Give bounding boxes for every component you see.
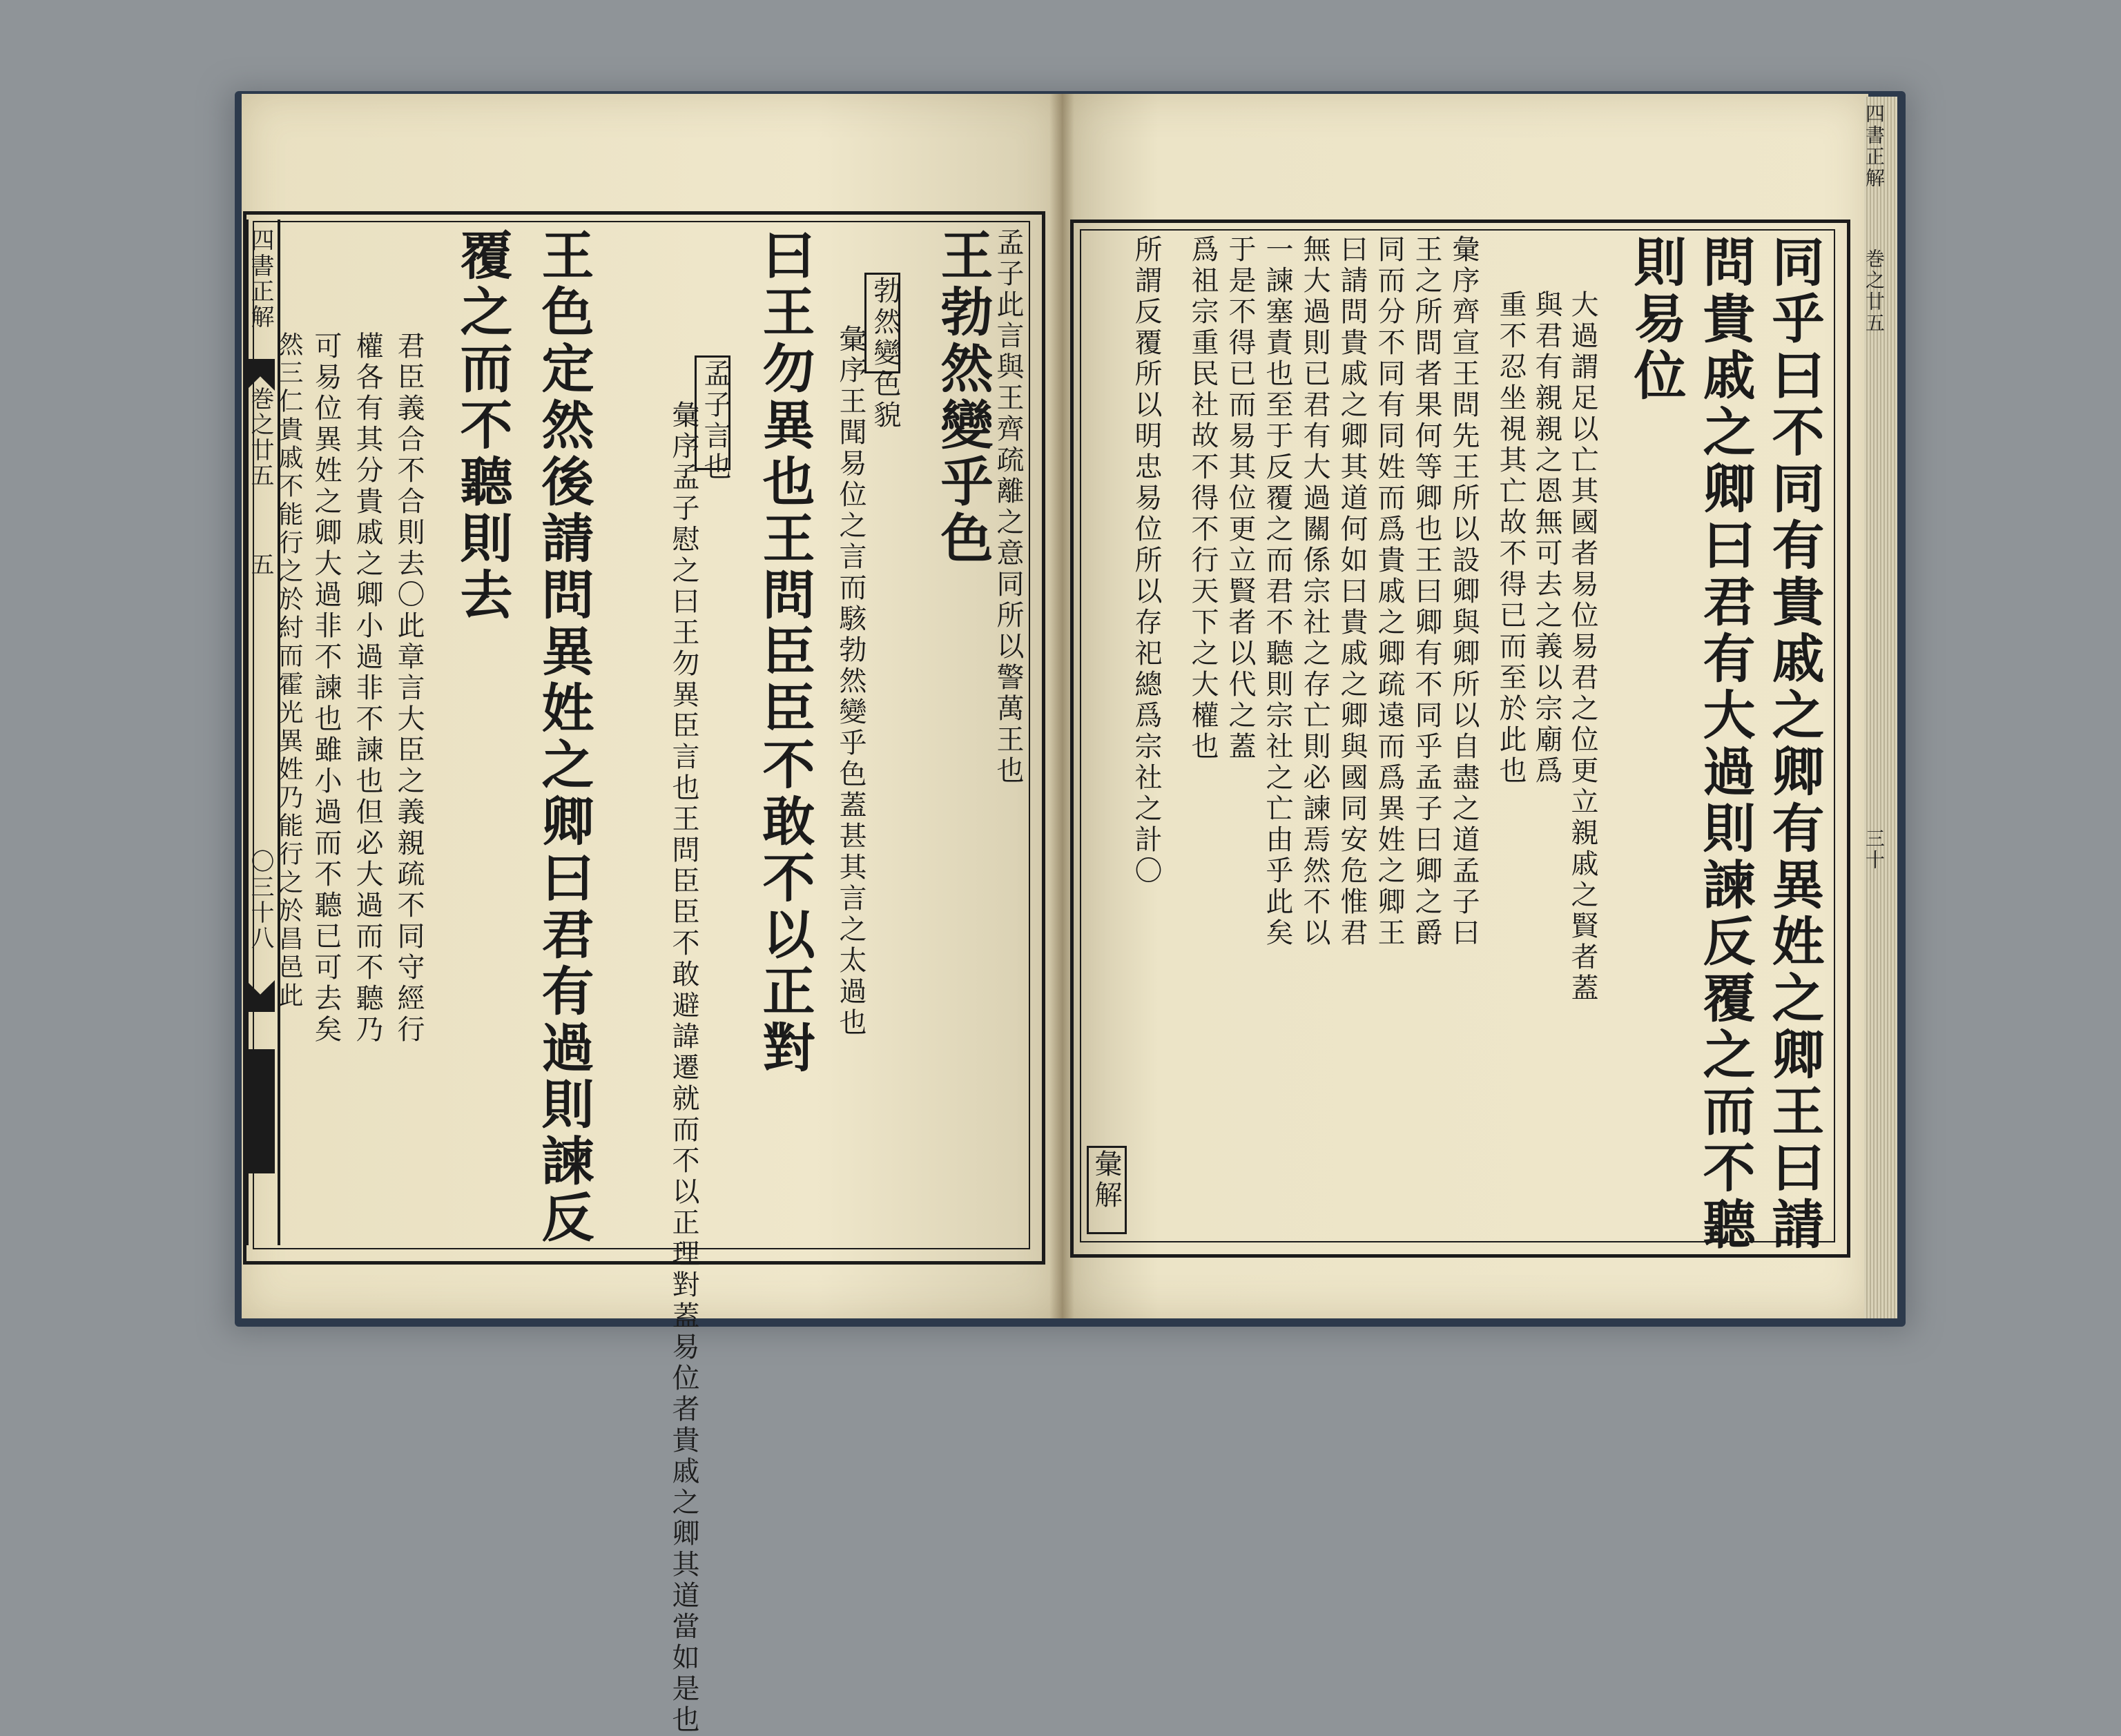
right-margin-title: 四書正解 [1863, 104, 1886, 189]
right-col-12: 一諫塞責也至于反覆之而君不聽則宗社之亡由乎此矣 [1261, 235, 1293, 949]
right-col-10: 曰請問貴戚之卿其道何如曰貴戚之卿與國同安危惟君 [1336, 235, 1368, 949]
right-col-5: 與君有親親之恩無可去之義以宗廟爲 [1531, 290, 1562, 787]
left-col-2: 王勃然變乎色 [932, 228, 994, 567]
right-annotation-box [1087, 1146, 1127, 1234]
left-margin-title: 四書正解 [246, 228, 274, 330]
right-col-7: 彙序齊宣王問先王所以設卿與卿所以自盡之道孟子曰 [1448, 235, 1480, 949]
left-col-9: 覆之而不聽則去 [452, 228, 513, 624]
right-margin-number: 三十 [1863, 828, 1886, 871]
right-col-13: 于是不得已而易其位更立賢者以代之蓋 [1224, 235, 1256, 763]
left-annotation-box-2 [695, 355, 730, 470]
left-col-13: 然三仁貴戚不能行之於紂而霍光異姓乃能行之於昌邑此 [275, 331, 303, 1011]
left-col-4: 彙序王聞易位之言而駭勃然變乎色蓋甚其言之太過也 [835, 324, 866, 1039]
right-col-2: 問貴戚之卿曰君有大過則諫反覆之而不聽 [1694, 235, 1756, 1254]
left-col-12: 可易位異姓之卿大過非不諫也雖小過而不聽已可去矣 [310, 331, 342, 1046]
left-margin-folio: 五 [246, 552, 274, 578]
left-col-8: 王色定然後請問異姓之卿曰君有過則諫反 [533, 228, 594, 1247]
fold-margin-black-bar [246, 1049, 275, 1173]
right-col-16: 彙解 [1090, 1149, 1122, 1211]
right-col-4: 大過謂足以亡其國者易位易君之位更立親戚之賢者蓋 [1567, 290, 1598, 1004]
left-annotation-box-1 [864, 273, 900, 373]
right-col-8: 王之所問者果何等卿也王曰卿有不同乎孟子曰卿之爵 [1411, 235, 1442, 949]
right-col-1: 同乎曰不同有貴戚之卿有異姓之卿王曰請 [1763, 235, 1825, 1254]
left-col-5: 曰王勿異也王問臣臣不敢不以正對 [754, 228, 815, 1077]
left-col-1: 孟子此言與王齊疏離之意同所以警萬王也 [992, 228, 1024, 787]
right-col-9: 同而分不同有同姓而爲貴戚之卿疏遠而爲異姓之卿王 [1373, 235, 1405, 949]
right-col-15: 所謂反覆所以明忠易位所以存祀總爲宗社之計〇 [1130, 235, 1162, 887]
left-col-3: 勃然變色貌 [869, 276, 901, 431]
right-col-11: 無大過則已君有大過關係宗社之存亡則必諫焉然不以 [1299, 235, 1330, 949]
right-col-3: 則易位 [1625, 235, 1687, 404]
right-col-14: 爲祖宗重民社故不得不行天下之大權也 [1187, 235, 1219, 763]
left-col-6: 孟子言也 [699, 359, 731, 483]
right-col-6: 重不忍坐視其亡故不得已而至於此也 [1495, 290, 1527, 787]
left-margin-volume: 巻之廿五 [246, 387, 274, 489]
left-margin-number: 〇三十八 [246, 849, 274, 951]
right-margin-volume: 巻之廿五 [1863, 248, 1886, 334]
left-col-11: 權各有其分貴戚之卿小過非不諫也但必大過而不聽乃 [351, 331, 383, 1046]
left-col-10: 君臣義合不合則去〇此章言大臣之義親疏不同守經行 [393, 331, 425, 1046]
left-col-7: 彙序孟子慰之曰王勿異臣言也王問臣臣不敢避諱遷就而不以正理對蓋易位者貴戚之卿其道當如是也 [668, 400, 699, 1736]
